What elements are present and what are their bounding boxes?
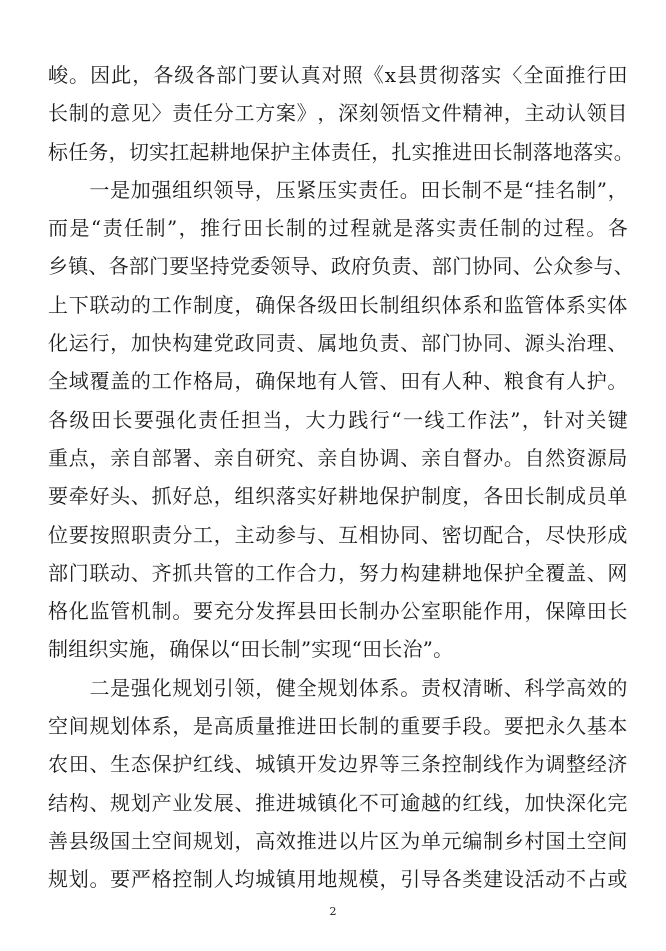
text-line: 标 任 务 ， 切 实 扛 起 耕 地 保 护 主 体 责 任 ， 扎 实 推 进 田 长 制 落 地 落 实 。 xyxy=(48,139,634,164)
text-line: 位 要 按 照 职 责 分 工 ， 主 动 参 与 、 互 相 协 同 、 密 切 配 合 ， 尽 快 形 成 xyxy=(48,522,628,547)
text-line: 乡 镇 、 各 部 门 要 坚 持 党 委 领 导 、 政 府 负 责 、 部 门 协 同 、 公 众 参 与 、 xyxy=(48,254,634,279)
text-line: 各 级 田 长 要 强 化 责 任 担 当 ， 大 力 践 行 “ 一 线 工 作 法 ” ， 针 对 关 键 xyxy=(48,407,628,432)
text-line: 规 划 。 要 严 格 控 制 人 均 城 镇 用 地 规 模 ， 引 导 各 类 建 设 活 动 不 占 或 xyxy=(48,867,628,892)
text-line: 而 是 “ 责 任 制 ” ， 推 行 田 长 制 的 过 程 就 是 落 实 责 任 制 的 过 程 。 各 xyxy=(48,216,628,241)
text-line: 一 是 加 强 组 织 领 导 ， 压 紧 压 实 责 任 。 田 长 制 不 是 “ 挂 名 制 ” ， xyxy=(89,177,628,202)
text-line: 全 域 覆 盖 的 工 作 格 局 ， 确 保 地 有 人 管 、 田 有 人 种 、 粮 食 有 人 护 。 xyxy=(48,369,628,394)
text-line: 格 化 监 管 机 制 。 要 充 分 发 挥 县 田 长 制 办 公 室 职 能 作 用 ， 保 障 田 长 xyxy=(48,599,628,624)
text-line: 峻 。 因 此 ， 各 级 各 部 门 要 认 真 对 照 《 x 县 贯 彻 落 实 〈 全 面 推 行 田 xyxy=(48,63,628,87)
text-line: 空 间 规 划 体 系 ， 是 高 质 量 推 进 田 长 制 的 重 要 手 段 。 要 把 永 久 基 本 xyxy=(48,714,628,739)
text-line: 重 点 ， 亲 自 部 署 、 亲 自 研 究 、 亲 自 协 调 、 亲 自 督 办 。 自 然 资 源 局 xyxy=(48,445,628,470)
text-line: 要 牵 好 头 、 抓 好 总 ， 组 织 落 实 好 耕 地 保 护 制 度 ， 各 田 长 制 成 员 单 xyxy=(48,484,628,509)
text-line: 农 田 、 生 态 保 护 红 线 、 城 镇 开 发 边 界 等 三 条 控 制 线 作 为 调 整 经 济 xyxy=(48,752,628,777)
page-number: 2 xyxy=(329,905,337,918)
text-line: 长 制 的 意 见 〉 责 任 分 工 方 案 》 ， 深 刻 领 悟 文 件 精 神 ， 主 动 认 领 目 xyxy=(48,101,628,126)
text-line: 部 门 联 动 、 齐 抓 共 管 的 工 作 合 力 ， 努 力 构 建 耕 地 保 护 全 覆 盖 、 网 xyxy=(48,560,628,585)
text-line: 善 县 级 国 土 空 间 规 划 ， 高 效 推 进 以 片 区 为 单 元 编 制 乡 村 国 土 空 间 xyxy=(48,828,628,853)
text-line: 二 是 强 化 规 划 引 领 ， 健 全 规 划 体 系 。 责 权 清 晰 、 科 学 高 效 的 xyxy=(89,675,628,700)
text-line: 上 下 联 动 的 工 作 制 度 ， 确 保 各 级 田 长 制 组 织 体 系 和 监 管 体 系 实 体 xyxy=(48,292,628,317)
text-line: 制组织实施，确保以“田长制”实现“田长治”。 xyxy=(48,637,454,662)
text-line: 结 构 、 规 划 产 业 发 展 、 推 进 城 镇 化 不 可 逾 越 的 红 线 ， 加 快 深 化 完 xyxy=(48,790,628,815)
document-body xyxy=(48,56,634,899)
text-line: 化 运 行 ， 加 快 构 建 党 政 同 责 、 属 地 负 责 、 部 门 协 同 、 源 头 治 理 、 xyxy=(48,331,628,356)
